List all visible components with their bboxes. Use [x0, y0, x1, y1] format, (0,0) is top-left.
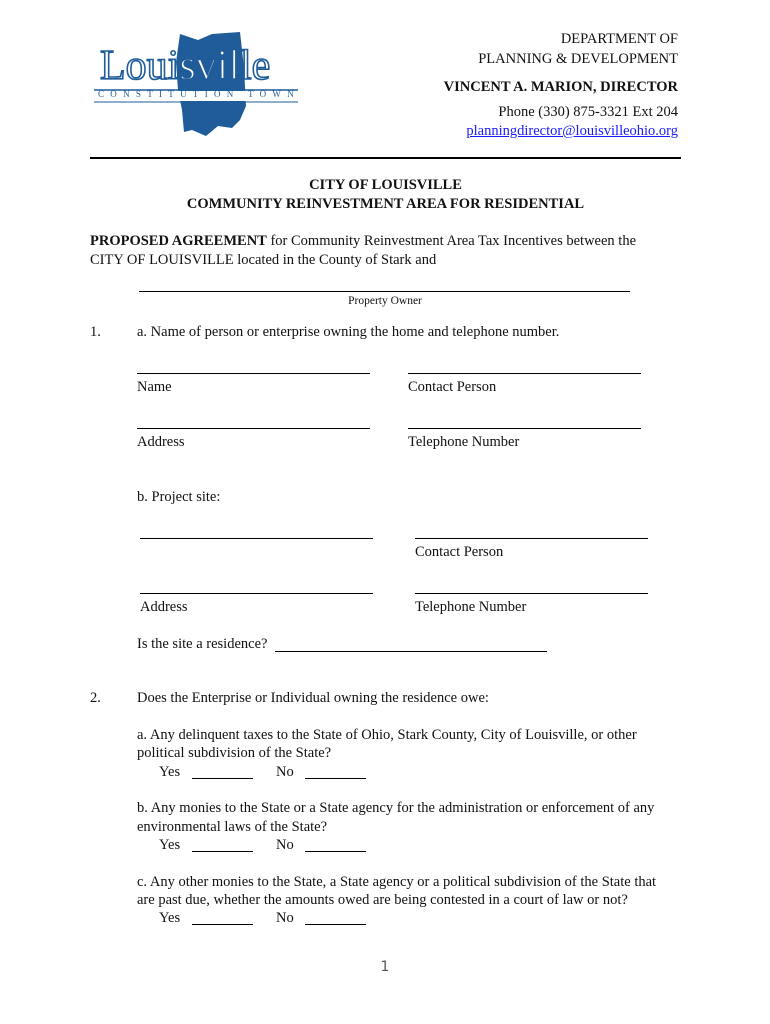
page-title: CITY OF LOUISVILLE	[309, 177, 462, 193]
department-line-1: DEPARTMENT OF	[560, 31, 678, 47]
intro-text-1: for Community Reinvestment Area Tax Incentives between the	[266, 233, 637, 249]
section-2c-no-line[interactable]	[305, 924, 366, 925]
section-2a-line-2: political subdivision of the State?	[137, 745, 332, 761]
site-address-label: Address	[140, 599, 188, 615]
contact-person-label: Contact Person	[408, 379, 497, 395]
property-owner-label: Property Owner	[348, 295, 422, 307]
department-line-2: PLANNING & DEVELOPMENT	[478, 51, 678, 67]
section-1a-label: a. Name of person or enterprise owning the home and telephone number.	[137, 324, 560, 340]
section-2c-yes-label: Yes	[159, 910, 181, 926]
section-2a-yes-line[interactable]	[192, 778, 253, 779]
site-telephone-label: Telephone Number	[415, 599, 527, 615]
logo-tagline: CONSTITUTION TOWN	[98, 89, 301, 99]
section-2-number: 2.	[90, 690, 101, 706]
section-1-number: 1.	[90, 324, 101, 340]
property-owner-line[interactable]	[139, 291, 630, 292]
section-2b-line-1: b. Any monies to the State or a State agency for the administration or enforcement of any	[137, 800, 655, 816]
name-label: Name	[137, 379, 172, 395]
contact-person-field-line[interactable]	[408, 373, 641, 374]
site-contact-field-line[interactable]	[415, 538, 648, 539]
section-2c-line-2: are past due, whether the amounts owed are being contested in a court of law or not?	[137, 892, 628, 908]
intro-bold: PROPOSED AGREEMENT	[90, 233, 267, 249]
section-2a-no-label: No	[276, 764, 294, 780]
director-name: VINCENT A. MARION, DIRECTOR	[443, 79, 678, 95]
name-field-line[interactable]	[137, 373, 370, 374]
site-contact-label: Contact Person	[415, 544, 504, 560]
intro-text-2: CITY OF LOUISVILLE located in the County of Stark and	[90, 252, 437, 268]
section-2a-line-1: a. Any delinquent taxes to the State of Ohio, Stark County, City of Louisville, or other	[137, 727, 637, 743]
logo-wordmark: Louisville	[100, 43, 271, 89]
section-2b-yes-line[interactable]	[192, 851, 253, 852]
section-2b-yes-label: Yes	[159, 837, 181, 853]
phone-number: Phone (330) 875-3321 Ext 204	[498, 104, 678, 120]
address-label: Address	[137, 434, 185, 450]
page-subtitle: COMMUNITY REINVESTMENT AREA FOR RESIDENTIAL	[186, 196, 585, 212]
site-telephone-field-line[interactable]	[415, 593, 648, 594]
section-2b-line-2: environmental laws of the State?	[137, 819, 328, 835]
page-number: 1	[380, 959, 390, 975]
section-2a-no-line[interactable]	[305, 778, 366, 779]
department-block	[478, 29, 678, 69]
residence-answer-line[interactable]	[275, 651, 547, 652]
louisville-logo	[94, 28, 304, 140]
section-1b-label: b. Project site:	[137, 489, 221, 505]
section-2c-no-label: No	[276, 910, 294, 926]
project-site-field-line[interactable]	[140, 538, 373, 539]
residence-question: Is the site a residence?	[137, 636, 268, 652]
section-2c-line-1: c. Any other monies to the State, a State agency or a political subdivision of the State that	[137, 874, 657, 890]
section-2-question: Does the Enterprise or Individual owning the residence owe:	[137, 690, 489, 706]
telephone-label: Telephone Number	[408, 434, 520, 450]
email-link[interactable]: planningdirector@louisvilleohio.org	[466, 123, 678, 139]
section-2b-no-label: No	[276, 837, 294, 853]
section-2a-yes-label: Yes	[159, 764, 181, 780]
site-address-field-line[interactable]	[140, 593, 373, 594]
section-2b-no-line[interactable]	[305, 851, 366, 852]
header-divider	[90, 157, 681, 159]
intro-paragraph	[90, 232, 681, 270]
telephone-field-line[interactable]	[408, 428, 641, 429]
section-2c-yes-line[interactable]	[192, 924, 253, 925]
address-field-line[interactable]	[137, 428, 370, 429]
